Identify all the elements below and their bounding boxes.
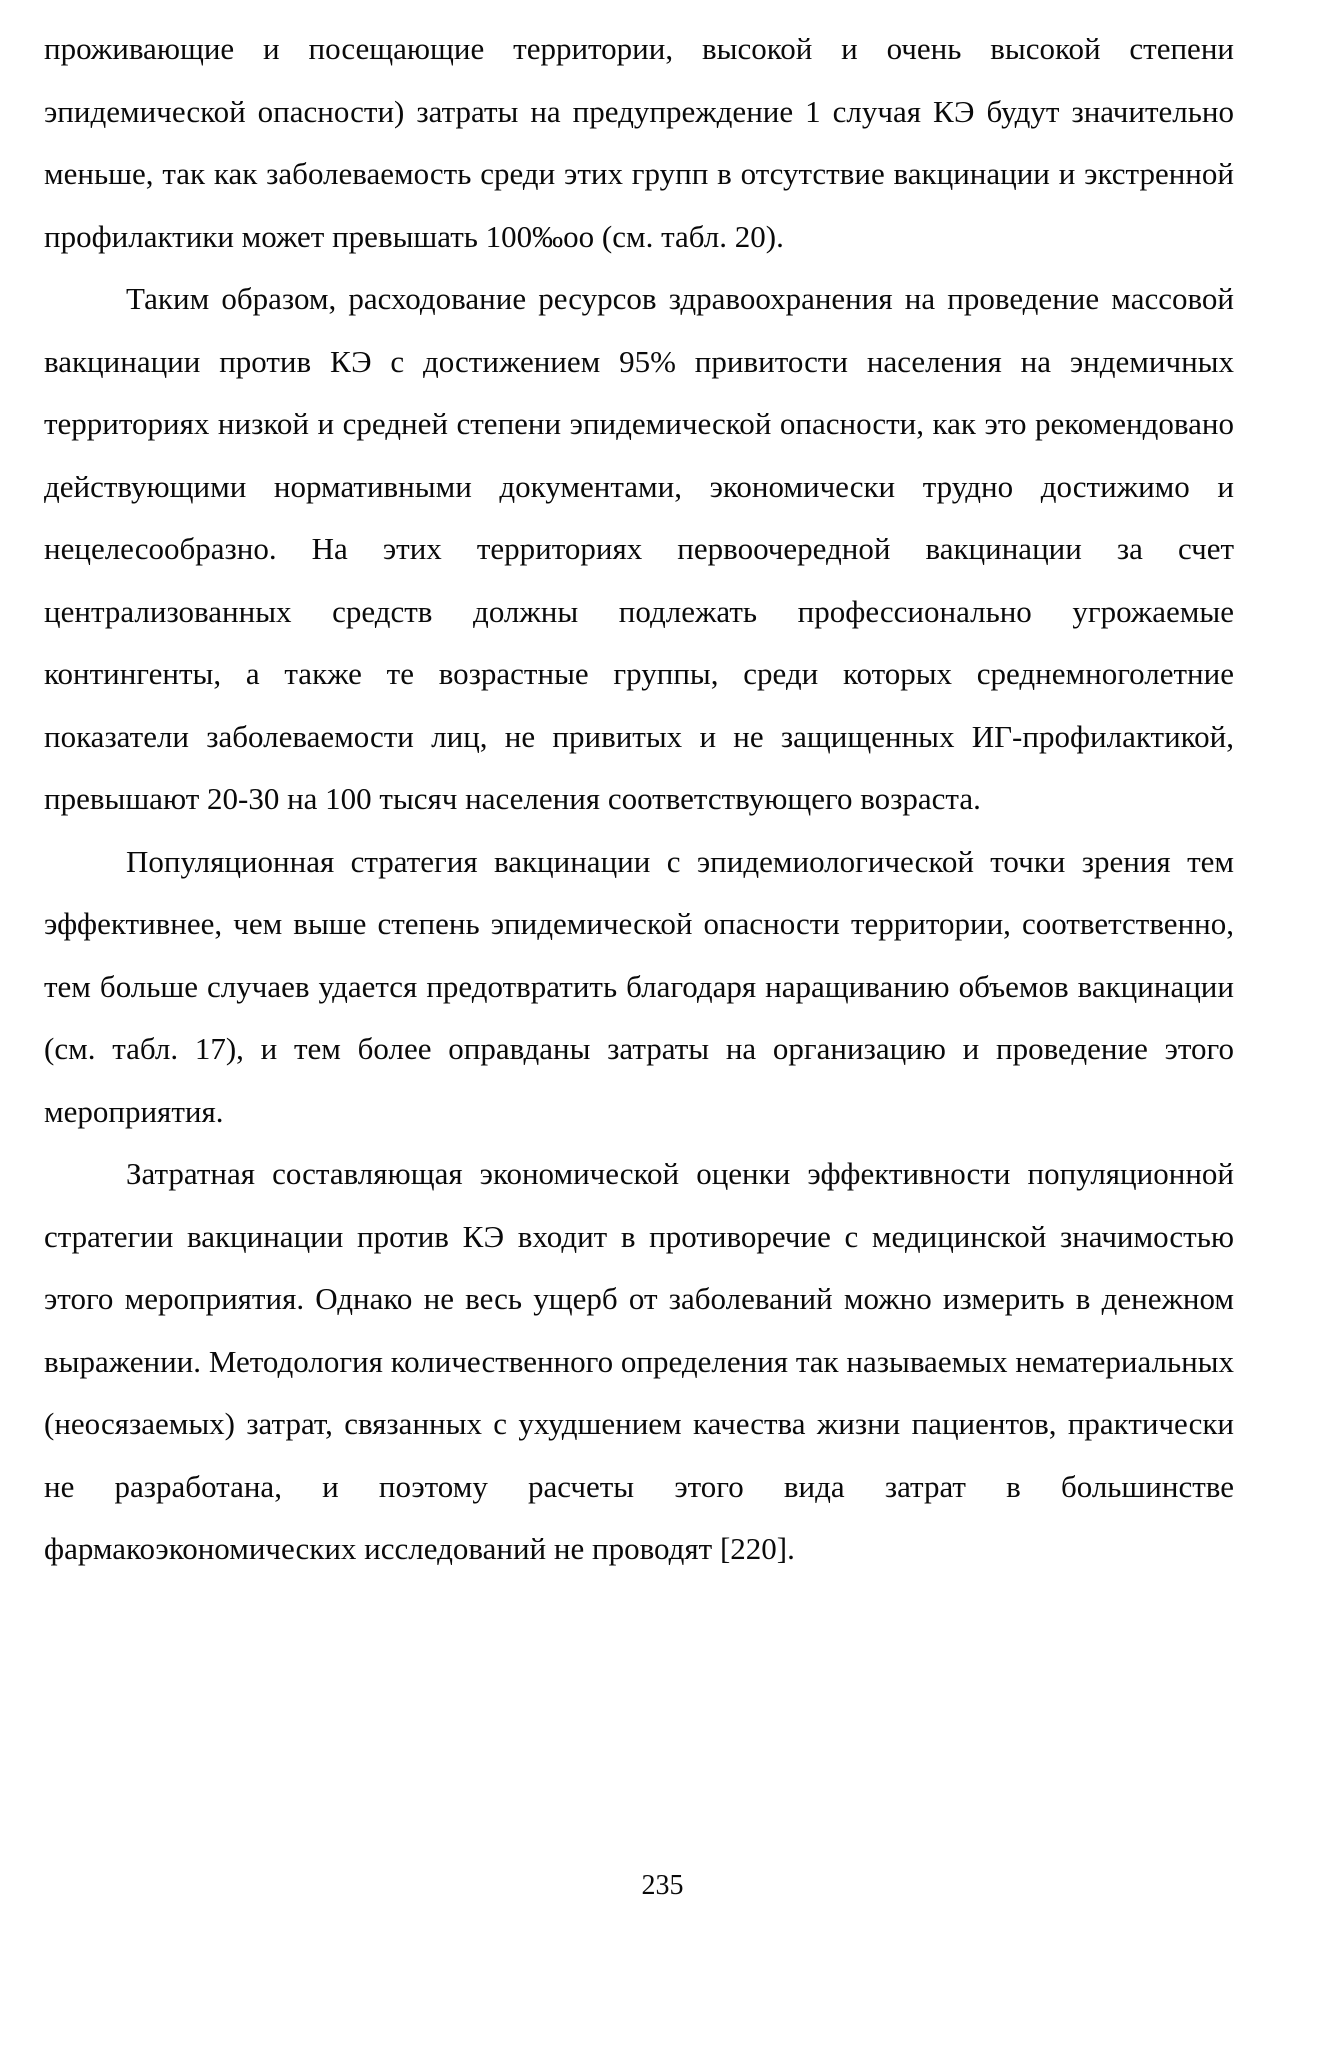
page-number: 235 [641, 1870, 684, 1901]
paragraph-resource-spending: Таким образом, расходование ресурсов здравоохранения на проведение массовой вакцинации против КЭ с достижением 95% привитости населения на эндемичных территориях низкой и средней степени эпидемической опасности, как это рекомендовано действующими нормативными документами, экономически трудно достижимо и нецелесообразно. На этих территориях первоочередной вакцинации за счет централизованных средств должны подлежать профессионально угрожаемые контингенты, а также те возрастные группы, среди которых среднемноголетние показатели заболеваемости лиц, не привитых и не защищенных ИГ-профилактикой, превышают 20-30 на 100 тысяч населения соответствующего возраста. [44, 281, 1234, 816]
body-text [44, 18, 1234, 1581]
paragraph-continuation: проживающие и посещающие территории, высокой и очень высокой степени эпидемической опасности) затраты на предупреждение 1 случая КЭ будут значительно меньше, так как заболеваемость среди этих групп в отсутствие вакцинации и экстренной профилактики может превышать 100‰оо (см. табл. 20). [44, 31, 1234, 254]
paragraph-cost-component: Затратная составляющая экономической оценки эффективности популяционной стратегии вакцинации против КЭ входит в противоречие с медицинской значимостью этого мероприятия. Однако не весь ущерб от заболеваний можно измерить в денежном выражении. Методология количественного определения так называемых нематериальных (неосязаемых) затрат, связанных с ухудшением качества жизни пациентов, практически не разработана, и поэтому расчеты этого вида затрат в большинстве фармакоэкономических исследований не проводят [220]. [44, 1156, 1234, 1566]
paragraph-population-strategy: Популяционная стратегия вакцинации с эпидемиологической точки зрения тем эффективнее, чем выше степень эпидемической опасности территории, соответственно, тем больше случаев удается предотвратить благодаря наращиванию объемов вакцинации (см. табл. 17), и тем более оправданы затраты на организацию и проведение этого мероприятия. [44, 843, 1234, 1129]
